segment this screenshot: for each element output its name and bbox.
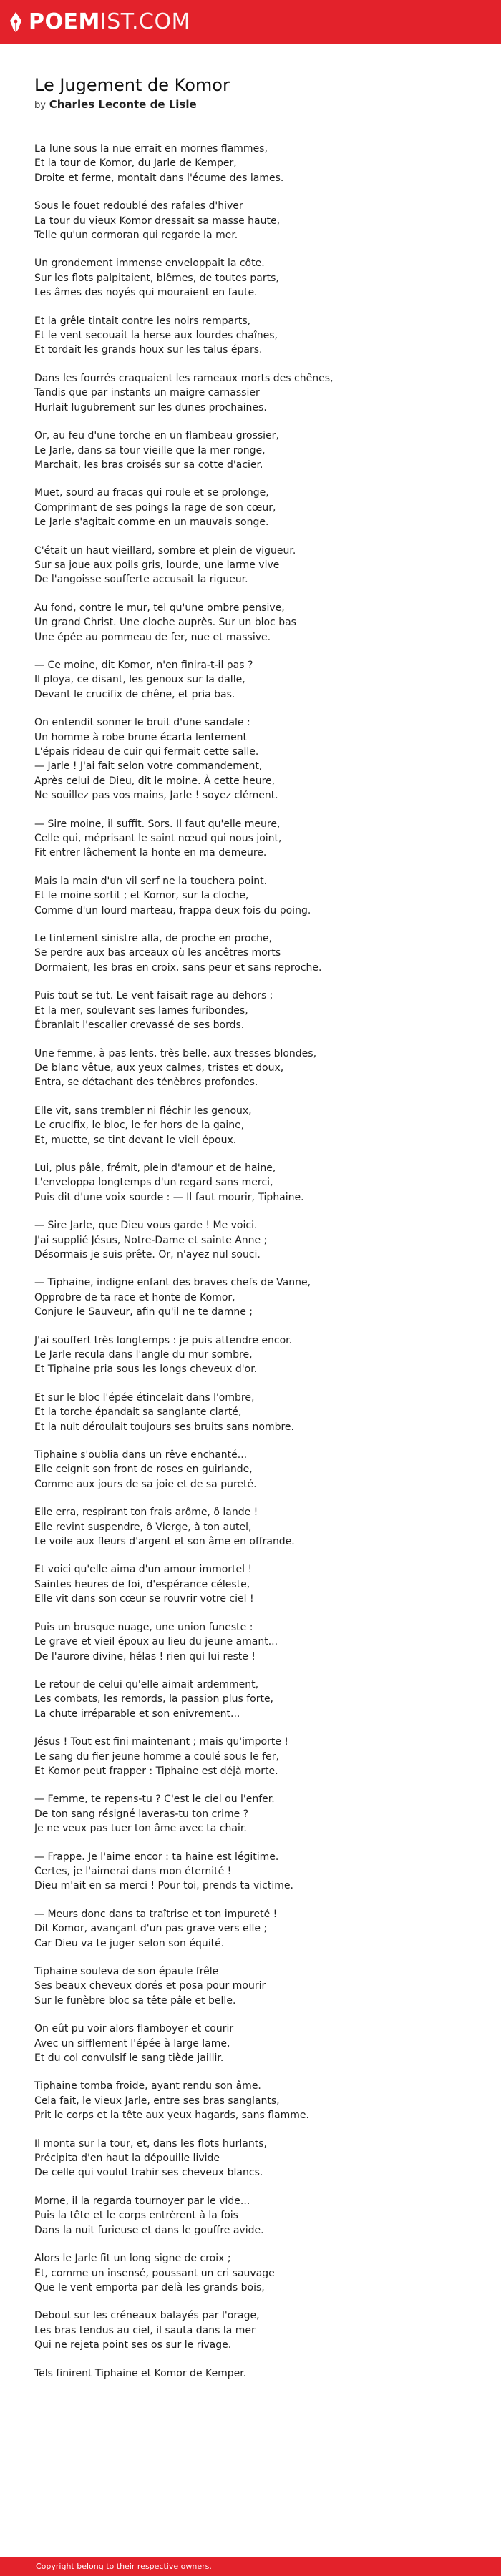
poem-line: Le sang du fier jeune homme a coulé sous le fer, xyxy=(34,1750,279,1763)
stanza xyxy=(34,1047,478,1090)
poem-line: Et le moine sortit ; et Komor, sur la cloche, xyxy=(34,890,249,902)
poem-line: Avec un sifflement l'épée à large lame, xyxy=(34,2037,230,2049)
poem-line: Puis tout se tut. Le vent faisait rage au dehors ; xyxy=(34,990,273,1002)
poem-line: Après celui de Dieu, dit le moine. À cette heure, xyxy=(34,775,276,787)
poem-line: Une femme, à pas lents, très belle, aux tresses blondes, xyxy=(34,1047,317,1059)
poem-line: Sur sa joue aux poils gris, lourde, une larme vive xyxy=(34,559,280,571)
stanza xyxy=(34,1448,478,1492)
stanza xyxy=(34,371,478,415)
poem-line: Alors le Jarle fit un long signe de croix ; xyxy=(34,2253,231,2265)
stanza xyxy=(34,2137,478,2180)
stanza xyxy=(34,1792,478,1836)
poem-line: Et le vent secouait la herse aux lourdes chaînes, xyxy=(34,330,278,342)
poem-line: Le Jarle s'agitait comme en un mauvais songe. xyxy=(34,516,269,529)
poem-line: Dieu m'ait en sa merci ! Pour toi, prends ta victime. xyxy=(34,1880,293,1892)
poem-line: Mais la main d'un vil serf ne la touchera point. xyxy=(34,875,268,887)
poem-line: J'ai souffert très longtemps : je puis attendre encor. xyxy=(34,1334,293,1346)
poem-line: Le retour de celui qu'elle aimait ardemment, xyxy=(34,1678,259,1690)
poem-line: Comme aux jours de sa joie et de sa pureté. xyxy=(34,1478,257,1490)
poem-line: — Meurs donc dans ta traîtrise et ton impureté ! xyxy=(34,1908,278,1920)
stanza xyxy=(34,1678,478,1721)
poem-line: Puis dit d'une voix sourde : — Il faut mourir, Tiphaine. xyxy=(34,1191,304,1203)
poem-line: Le grave et vieil époux au lieu du jeune amant... xyxy=(34,1636,278,1648)
stanza xyxy=(34,601,478,645)
poem-line: Le crucifix, le bloc, le fer hors de la gaine, xyxy=(34,1120,245,1132)
poem-body xyxy=(34,142,478,2381)
poem-line: Se perdre aux bas arceaux où les ancêtres morts xyxy=(34,947,281,959)
poem-line: Précipita d'en haut la dépouille livide xyxy=(34,2153,220,2165)
poem-line: Certes, je l'aimerai dans mon éternité ! xyxy=(34,1865,232,1877)
site-footer xyxy=(0,2557,501,2576)
poem-line: — Jarle ! J'ai fait selon votre commandement, xyxy=(34,760,263,773)
poem-line: Saintes heures de foi, d'espérance céleste, xyxy=(34,1578,250,1590)
poem-line: — Femme, te repens-tu ? C'est le ciel ou l'enfer. xyxy=(34,1793,275,1806)
poem-line: Elle revint suspendre, ô Vierge, à ton autel, xyxy=(34,1521,252,1533)
poem-line: Celle qui, méprisant le saint nœud qui nous joint, xyxy=(34,833,282,845)
stanza xyxy=(34,486,478,529)
poem-line: Lui, plus pâle, frémit, plein d'amour et de haine, xyxy=(34,1162,276,1174)
poem-line: Telle qu'un cormoran qui regarde la mer. xyxy=(34,230,238,242)
stanza xyxy=(34,2194,478,2238)
poem-content xyxy=(34,74,478,2394)
stanza xyxy=(34,931,478,975)
poem-line: J'ai supplié Jésus, Notre-Dame et sainte Anne ; xyxy=(34,1234,268,1246)
poem-line: Il monta sur la tour, et, dans les flots hurlants, xyxy=(34,2137,267,2150)
poem-line: Les combats, les remords, la passion plus forte, xyxy=(34,1693,274,1705)
poem-line: Fit entrer lâchement la honte en ma demeure. xyxy=(34,847,267,859)
poem-line: Que le vent emporta par delà les grands bois, xyxy=(34,2281,265,2293)
stanza xyxy=(34,1562,478,1606)
poem-line: Et voici qu'elle aima d'un amour immortel ! xyxy=(34,1564,253,1576)
poem-line: Et Komor peut frapper : Tiphaine est déjà morte. xyxy=(34,1765,278,1777)
poem-line: Sur le funèbre bloc sa tête pâle et belle. xyxy=(34,1994,236,2007)
site-header xyxy=(0,0,501,44)
poem-line: Au fond, contre le mur, tel qu'une ombre pensive, xyxy=(34,602,285,614)
poem-line: Une épée au pommeau de fer, nue et massive. xyxy=(34,631,271,643)
poem-line: Dans la nuit furieuse et dans le gouffre avide. xyxy=(34,2224,264,2236)
stanza xyxy=(34,142,478,185)
poem-line: Tandis que par instants un maigre carnassier xyxy=(34,387,260,399)
poem-line: Qui ne rejeta point ses os sur le rivage. xyxy=(34,2339,232,2351)
poem-line: Désormais je suis prête. Or, n'ayez nul souci. xyxy=(34,1248,261,1260)
poem-line: Cela fait, le vieux Jarle, entre ses bras sanglants, xyxy=(34,2095,280,2107)
poem-line: Tiphaine s'oublia dans un rêve enchanté... xyxy=(34,1449,248,1461)
stanza xyxy=(34,817,478,861)
stanza xyxy=(34,314,478,358)
stanza xyxy=(34,1907,478,1951)
poem-line: Le Jarle, dans sa tour vieille que la mer ronge, xyxy=(34,444,266,456)
poem-line: Droite et ferme, montait dans l'écume des lames. xyxy=(34,172,284,184)
poem-line: De l'aurore divine, hélas ! rien qui lui reste ! xyxy=(34,1650,256,1662)
poem-line: Et, comme un insensé, poussant un cri sauvage xyxy=(34,2267,275,2279)
byline-prefix: by xyxy=(34,100,46,111)
poem-line: Il ploya, ce disant, les genoux sur la dalle, xyxy=(34,674,245,686)
poem-line: Je ne veux pas tuer ton âme avec ta chair. xyxy=(34,1823,247,1835)
stanza xyxy=(34,658,478,702)
author-link[interactable]: Charles Leconte de Lisle xyxy=(49,98,197,111)
poem-line: Elle erra, respirant ton frais arôme, ô lande ! xyxy=(34,1507,258,1519)
poem-line: Ne souillez pas vos mains, Jarle ! soyez clément. xyxy=(34,790,278,802)
poem-line: Dit Komor, avançant d'un pas grave vers elle ; xyxy=(34,1923,268,1935)
poem-line: Morne, il la regarda tournoyer par le vide... xyxy=(34,2195,250,2207)
logo-text-bold: POEM xyxy=(29,9,100,34)
stanza xyxy=(34,256,478,300)
poem-line: Tiphaine tomba froide, ayant rendu son âme. xyxy=(34,2080,261,2092)
poem-line: Sous le fouet redoublé des rafales d'hiver xyxy=(34,200,243,212)
poem-line: Prit le corps et la tête aux yeux hagards, sans flamme. xyxy=(34,2110,309,2122)
poem-line: — Frappe. Je l'aime encor : ta haine est légitime. xyxy=(34,1851,279,1863)
poem-line: Tels finirent Tiphaine et Komor de Kemper. xyxy=(34,2367,247,2379)
poem-line: Et sur le bloc l'épée étincelait dans l'ombre, xyxy=(34,1391,255,1404)
poem-line: La chute irréparable et son enivrement... xyxy=(34,1708,240,1720)
poem-line: Puis la tête et le corps entrèrent à la fois xyxy=(34,2210,238,2222)
stanza xyxy=(34,989,478,1032)
stanza xyxy=(34,428,478,472)
poem-line: — Sire moine, il suffit. Sors. Il faut qu'elle meure, xyxy=(34,818,281,830)
stanza xyxy=(34,1391,478,1434)
poem-line: Le Jarle recula dans l'angle du mur sombre, xyxy=(34,1349,253,1361)
poem-line: Marchait, les bras croisés sur sa cotte d'acier. xyxy=(34,459,263,471)
stanza xyxy=(34,1964,478,2008)
poem-line: C'était un haut vieillard, sombre et plein de vigueur. xyxy=(34,544,296,557)
poem-line: Conjure le Sauveur, afin qu'il ne te damne ; xyxy=(34,1306,253,1318)
poem-line: — Tiphaine, indigne enfant des braves chefs de Vanne, xyxy=(34,1277,311,1289)
stanza xyxy=(34,544,478,587)
stanza xyxy=(34,1850,478,1894)
pen-nib-icon xyxy=(9,11,23,33)
poem-line: L'enveloppa longtemps d'un regard sans merci, xyxy=(34,1177,273,1189)
poem-line: Opprobre de ta race et honte de Komor, xyxy=(34,1291,235,1303)
poem-line: Car Dieu va te juger selon son équité. xyxy=(34,1937,225,1949)
poem-line: Et tordait les grands houx sur les talus épars. xyxy=(34,344,263,356)
poem-line: Sur les flots palpitaient, blêmes, de toutes parts, xyxy=(34,272,279,284)
poem-line: — Sire Jarle, que Dieu vous garde ! Me voici. xyxy=(34,1220,258,1232)
poem-line: Un grondement immense enveloppait la côte. xyxy=(34,258,265,270)
poem-line: Tiphaine souleva de son épaule frêle xyxy=(34,1966,219,1977)
poem-line: — Ce moine, dit Komor, n'en finira-t-il pas ? xyxy=(34,659,253,671)
poem-title: Le Jugement de Komor xyxy=(34,75,230,95)
stanza xyxy=(34,1161,478,1205)
poem-line: Et la grêle tintait contre les noirs remparts, xyxy=(34,315,251,327)
poem-line: Les âmes des noyés qui mouraient en faute. xyxy=(34,287,258,299)
poem-line: Or, au feu d'une torche en un flambeau grossier, xyxy=(34,430,279,442)
poem-line: Et la torche épandait sa sanglante clarté, xyxy=(34,1406,242,1419)
byline xyxy=(34,97,478,113)
stanza xyxy=(34,199,478,243)
poem-line: Muet, sourd au fracas qui roule et se prolonge, xyxy=(34,487,269,499)
poem-line: Et la nuit déroulait toujours ses bruits sans nombre. xyxy=(34,1421,294,1433)
poem-line: Dormaient, les bras en croix, sans peur et sans reproche. xyxy=(34,961,322,974)
poem-line: Un grand Christ. Une cloche auprès. Sur un bloc bas xyxy=(34,617,296,629)
poem-line: La lune sous la nue errait en mornes flammes, xyxy=(34,143,268,155)
stanza xyxy=(34,1735,478,1778)
poem-line: La tour du vieux Komor dressait sa masse haute, xyxy=(34,215,281,227)
poem-line: Elle ceignit son front de roses en guirlande, xyxy=(34,1464,253,1476)
stanza xyxy=(34,2079,478,2122)
stanza xyxy=(34,1620,478,1664)
poem-line: Devant le crucifix de chêne, et pria bas. xyxy=(34,688,235,700)
poem-line: On eût pu voir alors flamboyer et courir xyxy=(34,2023,234,2035)
poem-line: Et du col convulsif le sang tiède jaillir. xyxy=(34,2052,224,2065)
poem-line: Ses beaux cheveux dorés et posa pour mourir xyxy=(34,1980,266,1992)
poem-line: Entra, se détachant des ténèbres profondes. xyxy=(34,1077,258,1089)
poem-line: Hurlait lugubrement sur les dunes prochaines. xyxy=(34,401,267,413)
stanza xyxy=(34,1275,478,1319)
poem-line: Et, muette, se tint devant le vieil époux. xyxy=(34,1134,237,1146)
poem-line: Un homme à robe brune écarta lentement xyxy=(34,731,248,743)
poem-line: De l'angoisse soufferte accusait la rigueur. xyxy=(34,574,248,586)
poem-line: Ébranlait l'escalier crevassé de ses bords. xyxy=(34,1019,245,1032)
poem-line: Debout sur les créneaux balayés par l'orage, xyxy=(34,2310,260,2322)
poem-line: Comme d'un lourd marteau, frappa deux fois du poing. xyxy=(34,904,311,916)
poem-line: Elle vit, sans trembler ni fléchir les genoux, xyxy=(34,1105,252,1117)
poem-line: Et la mer, soulevant ses lames furibondes, xyxy=(34,1004,248,1017)
poem-line: Et Tiphaine pria sous les longs cheveux d'or. xyxy=(34,1363,258,1376)
poem-line: De celle qui voulut trahir ses cheveux blancs. xyxy=(34,2167,263,2179)
stanza xyxy=(34,2366,478,2381)
poem-line: Puis un brusque nuage, une union funeste : xyxy=(34,1621,253,1633)
stanza xyxy=(34,1218,478,1262)
stanza xyxy=(34,1104,478,1147)
stanza xyxy=(34,1333,478,1377)
poem-line: Jésus ! Tout est fini maintenant ; mais qu'importe ! xyxy=(34,1736,289,1748)
stanza xyxy=(34,1505,478,1549)
copyright-notice: Copyright belong to their respective owners. xyxy=(36,2562,212,2571)
poem-line: Comprimant de ses poings la rage de son cœur, xyxy=(34,501,276,514)
logo-wordmark xyxy=(29,11,190,33)
poem-line: Les bras tendus au ciel, il sauta dans la mer xyxy=(34,2324,256,2336)
stanza xyxy=(34,2308,478,2352)
stanza xyxy=(34,2251,478,2295)
poem-line: De blanc vêtue, aux yeux calmes, tristes et doux, xyxy=(34,1062,284,1074)
poem-line: Dans les fourrés craquaient les rameaux morts des chênes, xyxy=(34,372,334,384)
stanza xyxy=(34,874,478,918)
poem-line: Le tintement sinistre alla, de proche en proche, xyxy=(34,933,273,945)
poem-line: De ton sang résigné laveras-tu ton crime ? xyxy=(34,1808,249,1820)
stanza xyxy=(34,2022,478,2065)
logo-text-light: IST.COM xyxy=(99,9,190,34)
poem-line: L'épais rideau de cuir qui fermait cette salle. xyxy=(34,746,259,758)
poem-line: Le voile aux fleurs d'argent et son âme en offrande. xyxy=(34,1536,295,1548)
poem-line: On entendit sonner le bruit d'une sandale : xyxy=(34,717,250,729)
poem-line: Elle vit dans son cœur se rouvrir votre ciel ! xyxy=(34,1593,254,1605)
site-logo[interactable] xyxy=(9,11,190,33)
stanza xyxy=(34,715,478,803)
poem-line: Et la tour de Komor, du Jarle de Kemper, xyxy=(34,157,237,170)
